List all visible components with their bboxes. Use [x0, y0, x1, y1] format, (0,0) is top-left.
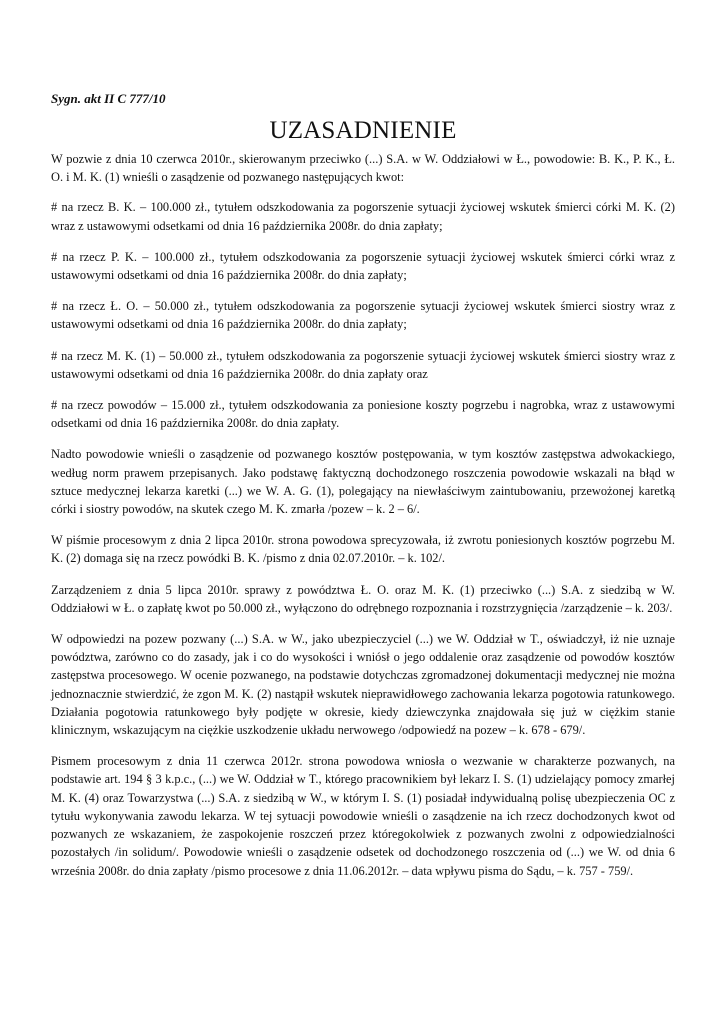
paragraph-claim-mk: # na rzecz M. K. (1) – 50.000 zł., tytułem odszkodowania za pogorszenie sytuacji życiowej wskutek śmierci siostry wraz z ustawowymi odsetkami od dnia 16 października 2008r. do dnia zapłaty oraz	[51, 348, 675, 381]
paragraph-order: Zarządzeniem z dnia 5 lipca 2010r. sprawy z powództwa Ł. O. oraz M. K. (1) przeciwko (...) S.A. z siedzibą w W. Oddziałowi w Ł. o zapłatę kwot po 50.000 zł., wyłączono do odrębnego rozpoznania i rozstrzygnięcia /zarządzenie – k. 203/.	[51, 582, 675, 615]
paragraph-claim-pk: # na rzecz P. K. – 100.000 zł., tytułem odszkodowania za pogorszenie sytuacji życiowej wskutek śmierci córki wraz z ustawowymi odsetkami od dnia 16 października 2008r. do dnia zapłaty;	[51, 249, 675, 283]
paragraph-summons: Pismem procesowym z dnia 11 czerwca 2012r. strona powodowa wniosła o wezwanie w charakterze pozwanych, na podstawie art. 194 § 3 k.p.c., (...) we W. Oddział w T., którego pracownikiem był lekarz I. S. (1) udzielający pomocy zmarłej M. K. (4) oraz Towarzystwa (...) S.A. z siedzibą w W., w którym I. S. (1) posiadał indywidualną polisę ubezpieczenia OC z tytułu wykonywania zawodu lekarza. W tej sytuacji powodowie wnieśli o zasądzenie na ich rzecz dochodzonych kwot od pozwanych ze wskazaniem, że zaspokojenie roszczeń przez któregokolwiek z pozwanych zwolni z odpowiedzialności pozostałych /in solidum/. Powodowie wnieśli o zasądzenie odsetek od dochodzonego roszczenia od (...) we W. od dnia 6 września 2008r. do dnia zapłaty /pismo procesowe z dnia 11.06.2012r. – data wpływu pisma do Sądu, – k. 757 - 759/.	[51, 754, 675, 878]
paragraph-claim-funeral: # na rzecz powodów – 15.000 zł., tytułem odszkodowania za poniesione koszty pogrzebu i nagrobka, wraz z ustawowymi odsetkami od dnia 16 października 2008r. do dnia zapłaty.	[51, 398, 675, 431]
paragraph-claim-lo: # na rzecz Ł. O. – 50.000 zł., tytułem odszkodowania za pogorszenie sytuacji życiowej wskutek śmierci siostry wraz z ustawowymi odsetkami od dnia 16 października 2008r. do dnia zapłaty;	[51, 299, 675, 332]
document-page	[51, 90, 675, 893]
paragraph-costs-basis: Nadto powodowie wnieśli o zasądzenie od pozwanego kosztów postępowania, w tym kosztów zastępstwa adwokackiego, według norm prawem przepisanych. Jako podstawę faktyczną dochodzonego roszczenia powodowie wskazali na błąd w sztuce medycznej lekarza karetki (...) we W. A. G. (1), polegający na niewłaściwym zaintubowaniu, przewożonej karetką córki i siostry powodów, na skutek czego M. K. zmarła /pozew – k. 2 – 6/.	[51, 447, 675, 517]
paragraph-claim-bk: # na rzecz B. K. – 100.000 zł., tytułem odszkodowania za pogorszenie sytuacji życiowej wskutek śmierci córki M. K. (2) wraz z ustawowymi odsetkami od dnia 16 października 2008r. do dnia zapłaty;	[51, 200, 675, 233]
paragraph-procedural-letter: W piśmie procesowym z dnia 2 lipca 2010r. strona powodowa sprecyzowała, iż zwrotu poniesionych kosztów pogrzebu M. K. (2) domaga się na rzecz powódki B. K. /pismo z dnia 02.07.2010r. – k. 102/.	[51, 533, 675, 566]
document-title: UZASADNIENIE	[269, 117, 457, 144]
case-signature: Sygn. akt II C 777/10	[51, 91, 166, 106]
paragraph-defendant-response: W odpowiedzi na pozew pozwany (...) S.A. w W., jako ubezpieczyciel (...) we W. Oddział w T., oświadczył, iż nie uznaje powództwa, zarówno co do zasady, jak i co do wysokości i wniósł o jego oddalenie oraz zasądzenie od powodów kosztów zastępstwa procesowego. W ocenie pozwanego, na podstawie dotychczas zgromadzonej dokumentacji medycznej nie można jednoznacznie stwierdzić, że zgon M. K. (2) nastąpił wskutek nieprawidłowego zachowania lekarza pogotowia ratunkowego. Działania pogotowia ratunkowego były podjęte w okresie, kiedy dziewczynka znajdowała się już w ciężkim stanie klinicznym, wskazującym na ciężkie uszkodzenie układu nerwowego /odpowiedź na pozew – k. 678 - 679/.	[51, 632, 675, 738]
paragraph-intro: W pozwie z dnia 10 czerwca 2010r., skierowanym przeciwko (...) S.A. w W. Oddziałowi w Ł., powodowie: B. K., P. K., Ł. O. i M. K. (1) wnieśli o zasądzenie od pozwanego następujących kwot:	[51, 152, 675, 185]
